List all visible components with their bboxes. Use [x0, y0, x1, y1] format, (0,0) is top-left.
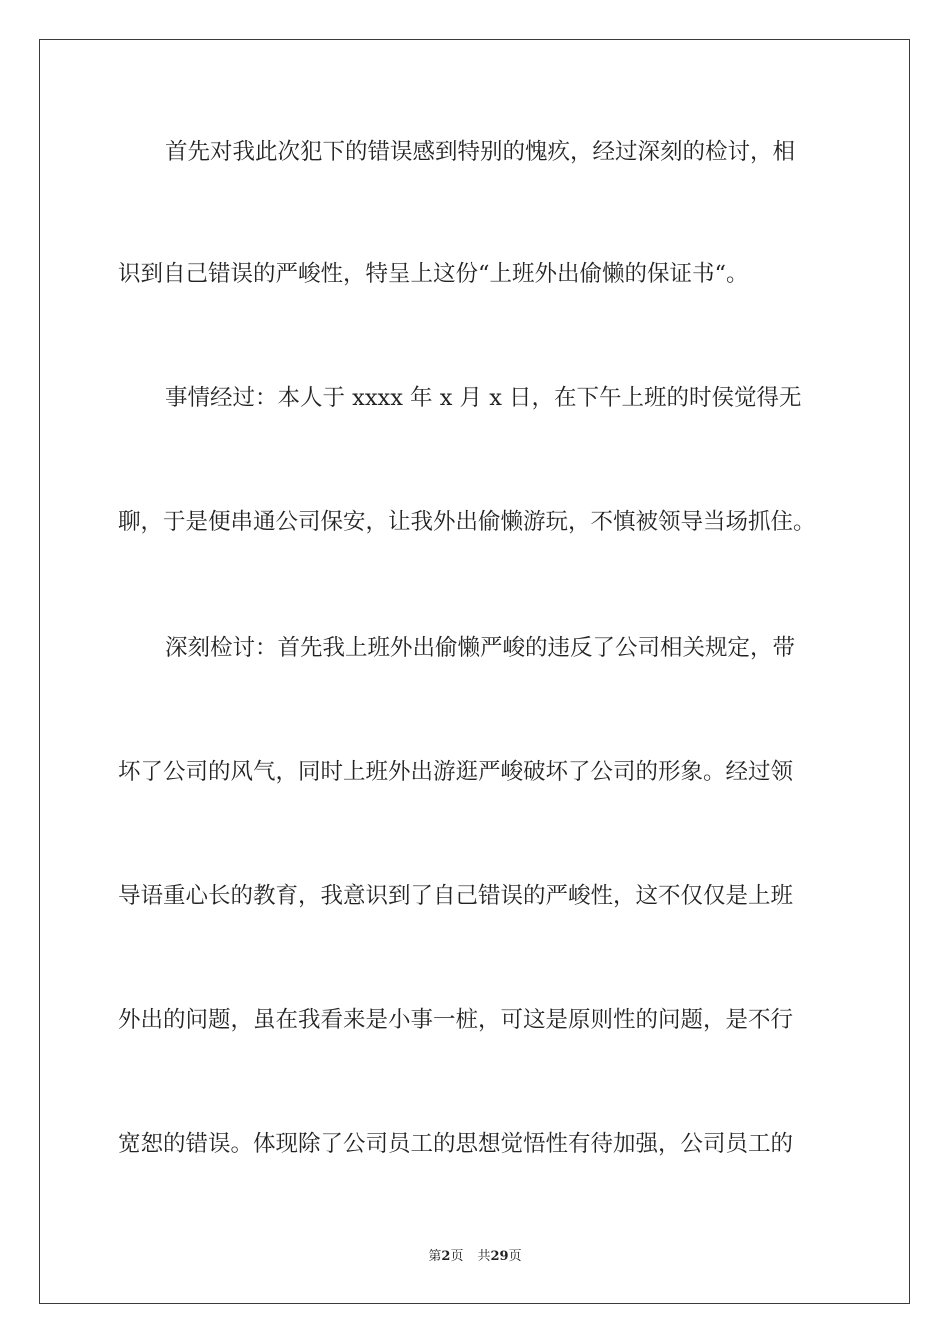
- paragraph-line: 首先对我此次犯下的错误感到特别的愧疚，经过深刻的检讨，相: [165, 139, 796, 165]
- total-pages: 29: [490, 1249, 509, 1264]
- total-suffix: 页: [508, 1249, 522, 1264]
- page-border: [39, 39, 910, 1304]
- page-footer: [0, 1248, 950, 1266]
- paragraph-line: 导语重心长的教育，我意识到了自己错误的严峻性，这不仅仅是上班: [118, 883, 794, 909]
- total-prefix: 共: [477, 1249, 491, 1264]
- paragraph-line: 坏了公司的风气，同时上班外出游逛严峻破坏了公司的形象。经过领: [118, 759, 794, 785]
- paragraph-line: 深刻检讨：首先我上班外出偷懒严峻的违反了公司相关规定，带: [165, 635, 796, 661]
- paragraph-line: 外出的问题，虽在我看来是小事一桩，可这是原则性的问题，是不行: [118, 1007, 794, 1033]
- page-prefix: 第: [428, 1249, 442, 1264]
- page-number: 2: [441, 1249, 451, 1264]
- paragraph-line: 宽恕的错误。体现除了公司员工的思想觉悟性有待加强，公司员工的: [118, 1131, 794, 1157]
- page-suffix: 页: [450, 1249, 464, 1264]
- paragraph-line: 识到自己错误的严峻性，特呈上这份“上班外出偷懒的保证书“。: [118, 261, 749, 287]
- paragraph-line: 聊，于是便串通公司保安，让我外出偷懒游玩，不慎被领导当场抓住。: [118, 509, 816, 535]
- paragraph-line: 事情经过：本人于 xxxx 年 x 月 x 日，在下午上班的时侯觉得无: [165, 385, 802, 411]
